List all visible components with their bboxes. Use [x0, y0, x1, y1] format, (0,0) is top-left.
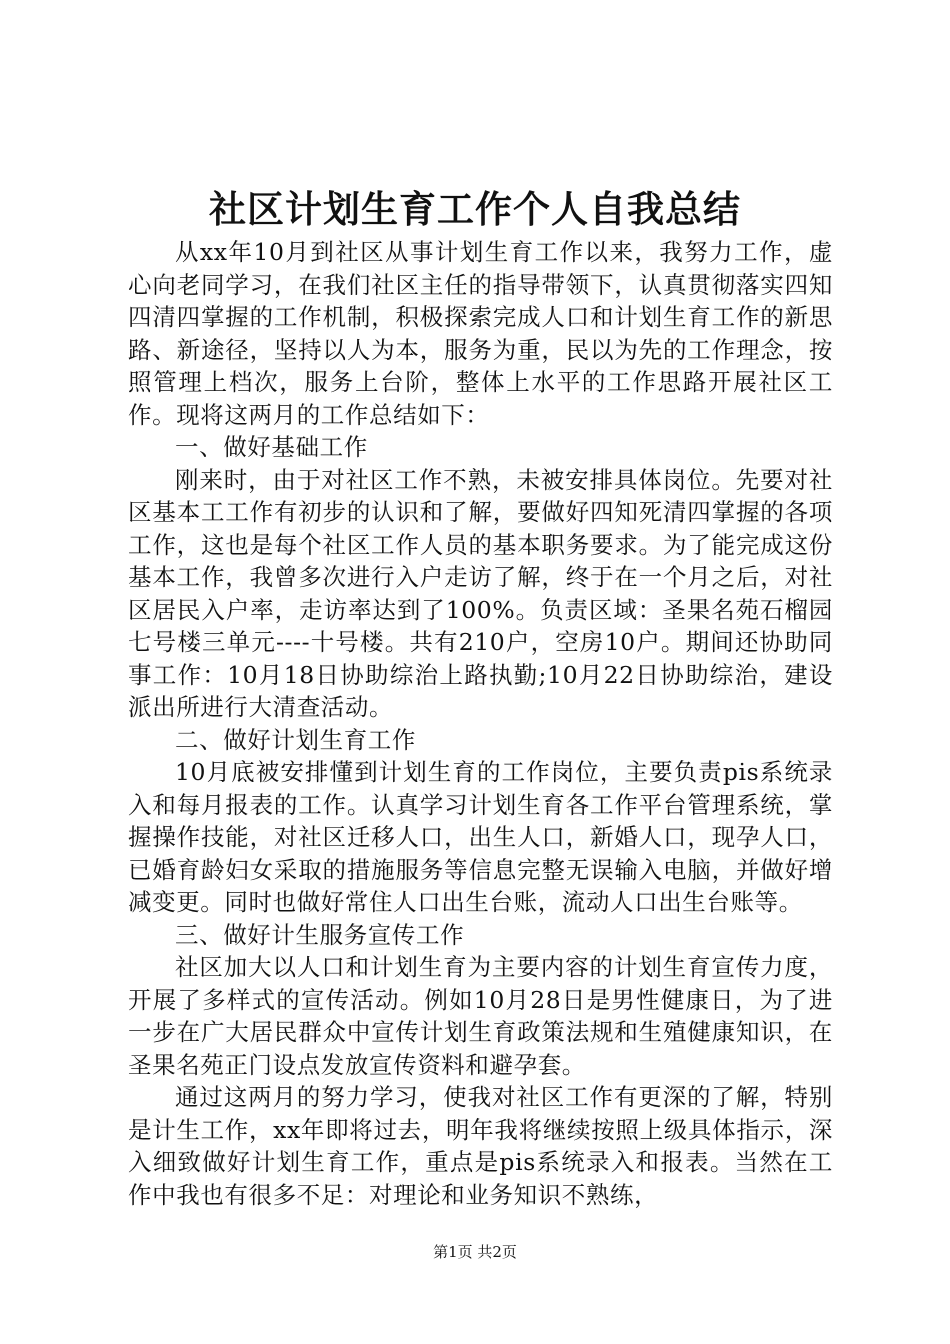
section-heading-2: 二、做好计划生育工作: [175, 725, 416, 754]
document-title: 社区计划生育工作个人自我总结: [209, 187, 741, 231]
paragraph-basic-work: 刚来时，由于对社区工作不熟，未被安排具体岗位。先要对社区基本工工作有初步的认识和了解，要做好四知死清四掌握的各项工作，这也是每个社区工作人员的基本职务要求。为了能完成这份基本工作，我曾多次进行入户走访了解，终于在一个月之后，对社区居民入户率，走访率达到了100%。负责区域：圣果名苑石榴园七号楼三单元----十号楼。共有210户，空房10户。期间还协助同事工作：10月18日协助综治上路执勤;10月22日协助综治，建设派出所进行大清查活动。: [128, 465, 833, 721]
paragraph-intro: 从xx年10月到社区从事计划生育工作以来，我努力工作，虚心向老同学习，在我们社区主任的指导带领下，认真贯彻落实四知四清四掌握的工作机制，积极探索完成人口和计划生育工作的新思路、新途径，坚持以人为本，服务为重，民以为先的工作理念，按照管理上档次，服务上台阶，整体上水平的工作思路开展社区工作。现将这两月的工作总结如下：: [128, 238, 833, 429]
page-number-footer: 第1页 共2页: [433, 1243, 517, 1261]
paragraph-conclusion: 通过这两月的努力学习，使我对社区工作有更深的了解，特别是计生工作，xx年即将过去，明年我将继续按照上级具体指示，深入细致做好计划生育工作，重点是pis系统录入和报表。当然在工作中我也有很多不足：对理论和业务知识不熟练，: [128, 1083, 833, 1209]
document-body: [128, 236, 833, 1211]
section-heading-3: 三、做好计生服务宣传工作: [175, 920, 465, 949]
paragraph-family-planning: 10月底被安排懂到计划生育的工作岗位，主要负责pis系统录入和每月报表的工作。认真学习计划生育各工作平台管理系统，掌握操作技能，对社区迁移人口，出生人口，新婚人口，现孕人口，已婚育龄妇女采取的措施服务等信息完整无误输入电脑，并做好增减变更。同时也做好常住人口出生台账，流动人口出生台账等。: [128, 758, 833, 916]
paragraph-publicity: 社区加大以人口和计划生育为主要内容的计划生育宣传力度，开展了多样式的宣传活动。例如10月28日是男性健康日，为了进一步在广大居民群众中宣传计划生育政策法规和生殖健康知识，在圣果名苑正门设点发放宣传资料和避孕套。: [128, 953, 833, 1079]
section-heading-1: 一、做好基础工作: [175, 433, 368, 461]
